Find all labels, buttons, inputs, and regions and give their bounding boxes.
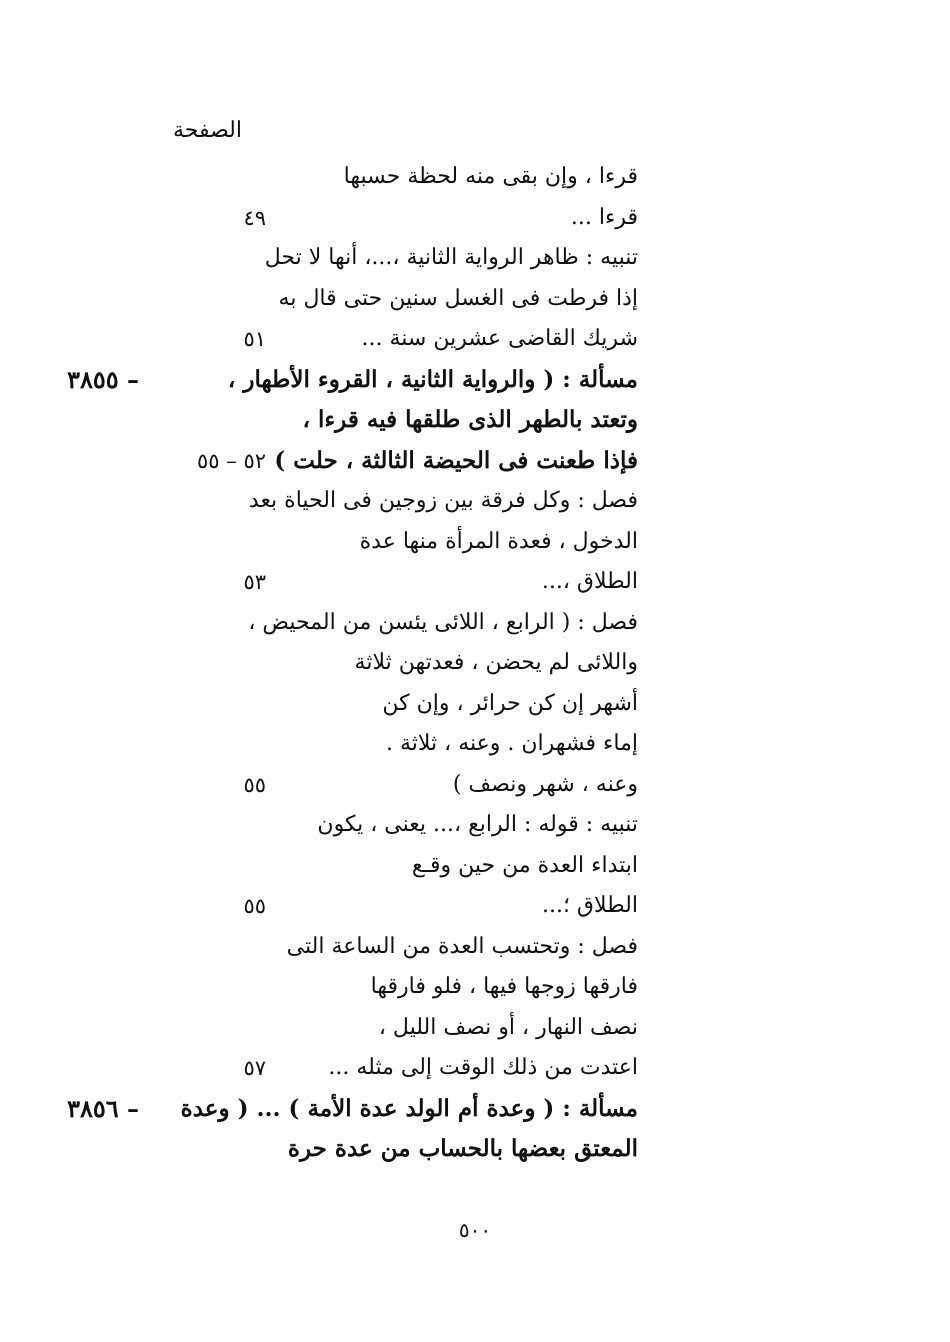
entry-text: مسألة : ( وعدة أم الولد عدة الأمة ) ... ( وعدة (180, 1094, 638, 1122)
entry-text: إماء فشهران . وعنه ، ثلاثة . (385, 731, 638, 756)
entry-text: وعنه ، شهر ونصف ) (452, 771, 638, 797)
entry-text: وتعتد بالطهر الذى طلقها فيه قرءا ، (302, 406, 638, 433)
entry-text: ابتداء العدة من حين وقـع (411, 852, 638, 878)
index-line (0, 1090, 950, 1131)
index-line (0, 685, 950, 726)
entry-text: فارقها زوجها فيها ، فلو فارقها (370, 974, 638, 999)
page-reference: ٤٩ (243, 205, 266, 230)
entry-text: الطلاق ؛... (541, 893, 638, 918)
entry-text: فصل : ( الرابع ، اللائى يئسن من المحيض ، (248, 609, 638, 635)
index-line (0, 239, 950, 280)
entry-text: اعتدت من ذلك الوقت إلى مثله ... (328, 1055, 638, 1080)
index-line (0, 968, 950, 1009)
index-entries (0, 158, 950, 1171)
index-line (0, 158, 950, 199)
index-line (0, 563, 950, 604)
index-line (0, 320, 950, 361)
index-line (0, 806, 950, 847)
entry-text: قرءا ... (570, 204, 638, 230)
page-column-heading: الصفحة (172, 118, 242, 143)
entry-number: ٣٨٥٦ – (67, 1093, 139, 1123)
entry-text: تنبيه : قوله : الرابع ،... يعنى ، يكون (317, 812, 638, 837)
index-line (0, 887, 950, 928)
entry-text: نصف النهار ، أو نصف الليل ، (378, 1014, 638, 1040)
entry-text: الطلاق ،... (541, 569, 638, 594)
index-line (0, 361, 950, 402)
index-line (0, 847, 950, 888)
entry-text: أشهر إن كن حرائر ، وإن كن (382, 690, 638, 716)
entry-text: قرءا ، وإن بقى منه لحظة حسبها (343, 164, 638, 189)
page-reference: ٥٥ (243, 772, 266, 797)
index-line (0, 1049, 950, 1090)
page-reference: ٥٧ (243, 1056, 266, 1080)
page-number: ٥٠٠ (458, 1218, 492, 1242)
entry-number: ٣٨٥٥ – (67, 364, 139, 394)
page-reference: ٥٢ – ٥٥ (197, 448, 266, 473)
index-line (0, 644, 950, 685)
index-line (0, 604, 950, 645)
index-line (0, 199, 950, 240)
index-line (0, 1009, 950, 1050)
index-line (0, 523, 950, 564)
index-line (0, 280, 950, 321)
entry-text: الدخول ، فعدة المرأة منها عدة (359, 528, 638, 554)
entry-text: واللائى لم يحضن ، فعدتهن ثلاثة (354, 650, 638, 675)
page-reference: ٥٥ (243, 894, 266, 918)
index-line (0, 442, 950, 483)
index-line (0, 725, 950, 766)
entry-text: إذا فرطت فى الغسل سنين حتى قال به (278, 285, 638, 311)
index-line (0, 928, 950, 969)
entry-text: شريك القاضى عشرين سنة ... (361, 326, 638, 351)
entry-text: فصل : وكل فرقة بين زوجين فى الحياة بعد (248, 488, 638, 513)
entry-text: المعتق بعضها بالحساب من عدة حرة (287, 1135, 638, 1162)
index-line (0, 766, 950, 807)
entry-text: مسألة : ( والرواية الثانية ، القروء الأطهار ، (227, 365, 638, 393)
index-line (0, 482, 950, 523)
page-reference: ٥١ (243, 327, 266, 351)
entry-text: فإذا طعنت فى الحيضة الثالثة ، حلت ) (274, 446, 638, 474)
page-reference: ٥٣ (243, 570, 266, 594)
index-line (0, 1130, 950, 1171)
entry-text: فصل : وتحتسب العدة من الساعة التى (286, 933, 638, 959)
index-line (0, 401, 950, 442)
entry-text: تنبيه : ظاهر الرواية الثانية ،...، أنها لا تحل (264, 245, 638, 270)
